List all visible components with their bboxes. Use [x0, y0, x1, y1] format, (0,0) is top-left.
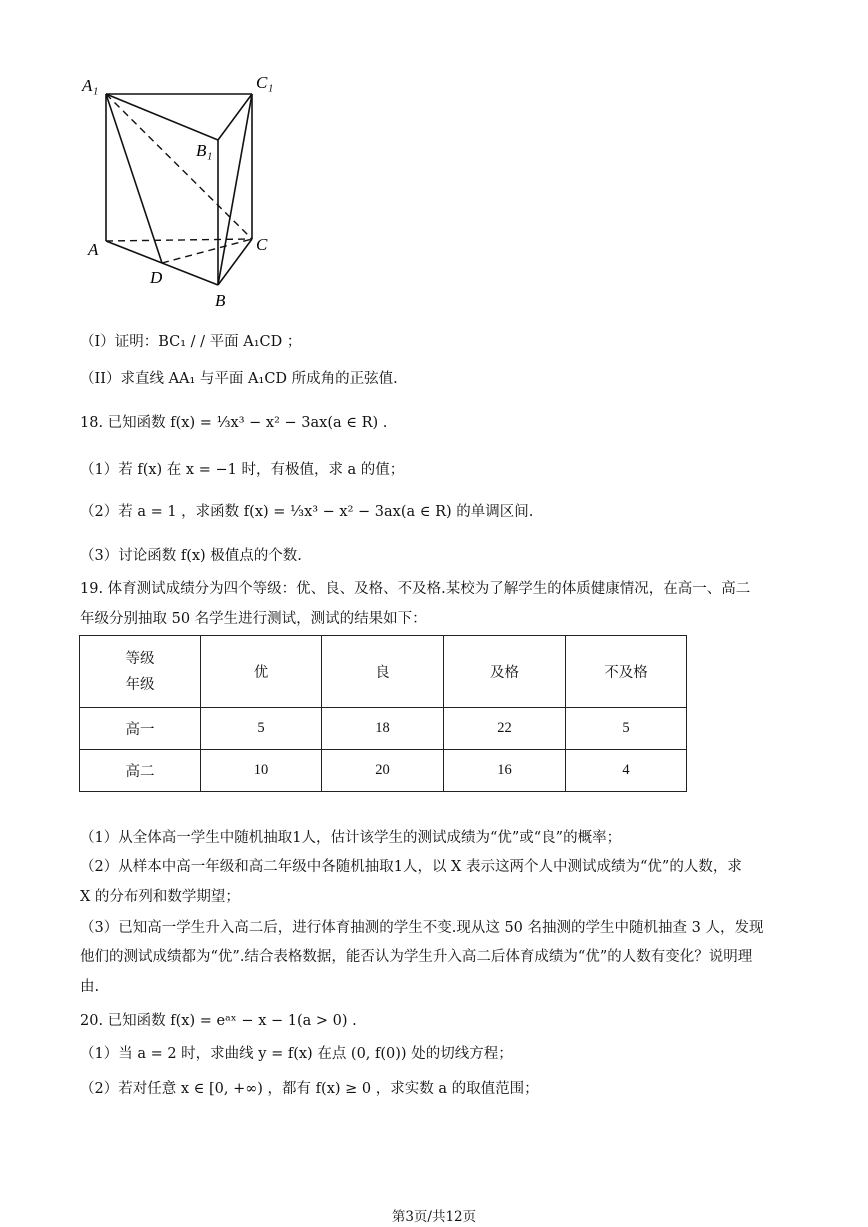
row-grade-label: 高二	[80, 750, 201, 792]
q19-part2-line2: X 的分布列和数学期望；	[80, 889, 240, 905]
table-row	[80, 750, 687, 792]
corner-bottom-label: 年级	[125, 676, 155, 693]
table-corner-cell	[80, 636, 201, 708]
q19-part3-line2: 他们的测试成绩都为“优”.结合表格数据，能否认为学生升入高二后体育成绩为“优”的人数有变化？说明理	[80, 949, 753, 965]
q20-stem: 20. 已知函数 f(x) = eᵃˣ − x − 1(a > 0) .	[80, 1013, 357, 1029]
q19-part3-line3: 由.	[80, 979, 100, 995]
label-b1: B₁	[196, 141, 213, 160]
label-c1: C₁	[256, 73, 274, 92]
edge-d-c-hidden	[162, 239, 252, 263]
q19-stem-line2: 年级分别抽取 50 名学生进行测试，测试的结果如下：	[80, 611, 427, 627]
q18-stem: 18. 已知函数 f(x) = ⅓x³ − x² − 3ax(a ∈ R) .	[80, 415, 388, 431]
edge-a-d	[106, 241, 162, 263]
q19-part2-line1: （2）从样本中高一年级和高二年级中各随机抽取1人，以 X 表示这两个人中测试成绩为“优”的人数，求	[80, 859, 742, 875]
table-row	[80, 708, 687, 750]
table-cell: 18	[322, 708, 444, 750]
q18-part2: （2）若 a = 1 ，求函数 f(x) = ⅓x³ − x² − 3ax(a ∈ R) 的单调区间.	[80, 504, 534, 520]
table-cell: 22	[444, 708, 566, 750]
q19-part3-line1: （3）已知高一学生升入高二后，进行体育抽测的学生不变.现从这 50 名抽测的学生中随机抽查 3 人，发现	[80, 920, 764, 936]
edge-a1-b1	[106, 94, 218, 140]
header-excellent: 优	[201, 636, 322, 708]
label-d: D	[150, 268, 163, 287]
q18-part3: （3）讨论函数 f(x) 极值点的个数.	[80, 548, 302, 564]
table-cell: 10	[201, 750, 322, 792]
edge-b-c	[218, 239, 252, 285]
row-grade-label: 高一	[80, 708, 201, 750]
label-a1: A₁	[82, 76, 99, 95]
grades-table	[79, 635, 687, 792]
page-footer: 第3页/共12页	[391, 1209, 477, 1225]
edge-b1-c1	[218, 94, 252, 140]
label-a: A	[88, 240, 99, 259]
edge-a1-c-hidden	[106, 94, 252, 239]
q18-part1: （1）若 f(x) 在 x = −1 时，有极值，求 a 的值；	[80, 462, 405, 478]
q19-stem-line1: 19. 体育测试成绩分为四个等级：优、良、及格、不及格.某校为了解学生的体质健康情况，在高一、高二	[80, 581, 751, 597]
q20-part1: （1）当 a = 2 时，求曲线 y = f(x) 在点 (0, f(0)) 处的切线方程；	[80, 1046, 513, 1062]
table-cell: 16	[444, 750, 566, 792]
header-good: 良	[322, 636, 444, 708]
q20-part2: （2）若对任意 x ∈ [0, +∞) ，都有 f(x) ≥ 0 ，求实数 a 的取值范围；	[80, 1081, 539, 1097]
table-cell: 4	[566, 750, 687, 792]
q17-part2: （II）求直线 AA₁ 与平面 A₁CD 所成角的正弦值.	[80, 371, 398, 387]
edge-b-c1	[218, 94, 252, 285]
label-c: C	[256, 235, 268, 254]
q17-part1: （I）证明：BC₁ / / 平面 A₁CD ；	[80, 334, 302, 350]
edge-d-b	[162, 263, 218, 285]
edge-a1-d	[106, 94, 162, 263]
table-header-row	[80, 636, 687, 708]
corner-top-label: 等级	[125, 650, 155, 667]
label-b: B	[215, 291, 226, 310]
table-cell: 5	[201, 708, 322, 750]
table-cell: 20	[322, 750, 444, 792]
edge-a-c-hidden	[106, 239, 252, 241]
header-pass: 及格	[444, 636, 566, 708]
table-cell: 5	[566, 708, 687, 750]
prism-figure	[70, 65, 300, 315]
q19-part1: （1）从全体高一学生中随机抽取1人，估计该学生的测试成绩为“优”或“良”的概率；	[80, 830, 622, 846]
header-fail: 不及格	[566, 636, 687, 708]
